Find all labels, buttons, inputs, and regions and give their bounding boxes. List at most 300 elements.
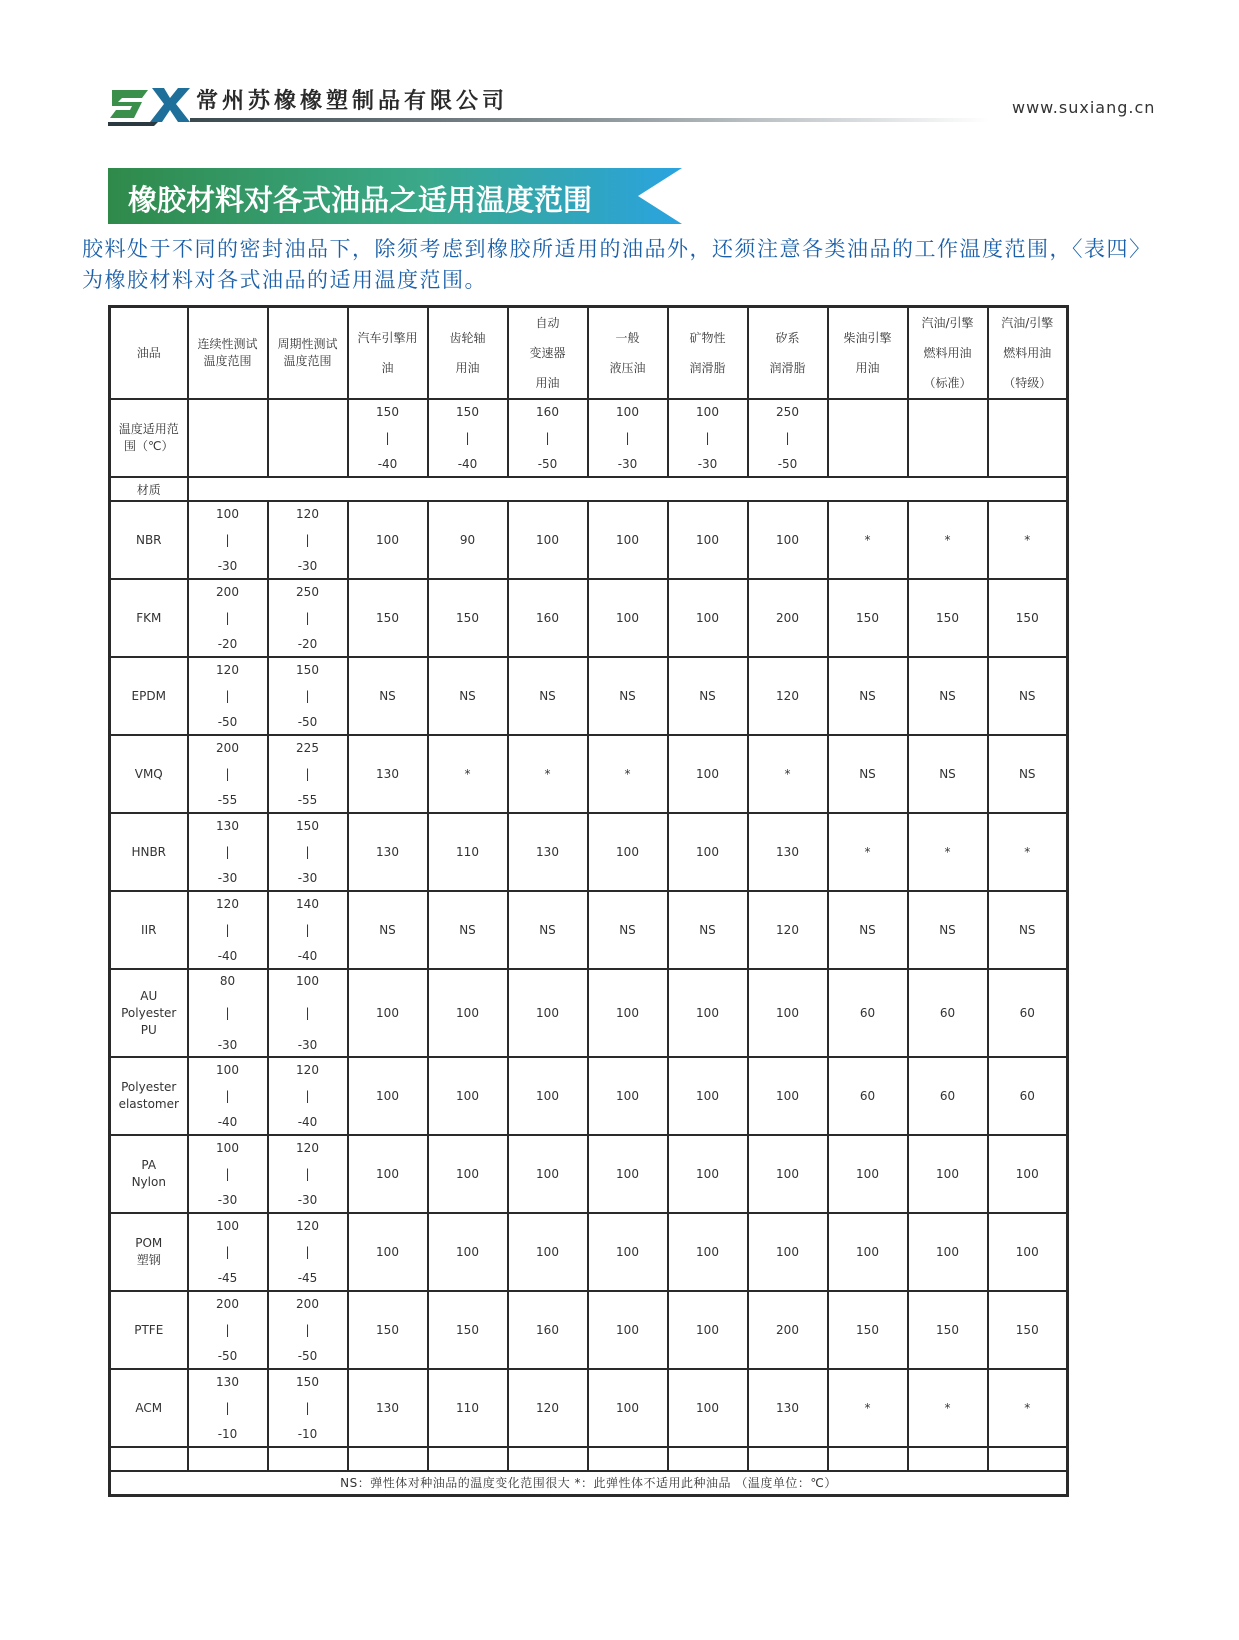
temperature-value: 100 (908, 1135, 988, 1213)
temperature-value: * (428, 735, 508, 813)
periodic-range (268, 813, 348, 891)
range-separator: | (225, 767, 230, 781)
material-name (110, 501, 188, 579)
header-periodic-line: 周期性测试 (277, 337, 338, 351)
header-oil-type-line: 一般 (615, 331, 640, 345)
header-oil-type-line: 矽系 (775, 331, 800, 345)
empty-cell (668, 1447, 748, 1471)
range-separator: | (225, 1245, 230, 1259)
range-high: 100 (616, 405, 639, 419)
range-high: 225 (296, 741, 319, 755)
header-oil-type (428, 307, 508, 400)
header-oil-type-line: 齿轮轴 (449, 331, 486, 345)
temperature-value: 100 (668, 501, 748, 579)
material-label-row (110, 477, 1068, 501)
empty-cell (988, 1447, 1068, 1471)
material-name (110, 813, 188, 891)
temperature-value: 100 (428, 1135, 508, 1213)
range-low: -40 (377, 457, 398, 471)
table-body (110, 399, 1068, 1495)
header-periodic (268, 307, 348, 400)
material-name-line: FKM (136, 610, 162, 625)
range-low: -55 (297, 793, 318, 807)
range-separator: | (305, 1245, 310, 1259)
temperature-value: 120 (508, 1369, 588, 1447)
range-high: 150 (376, 405, 399, 419)
table-row (110, 735, 1068, 813)
range-low: -30 (217, 1193, 238, 1207)
temperature-value: 100 (588, 1369, 668, 1447)
material-name-line: Polyester (121, 1080, 177, 1094)
header-oil-type (348, 307, 428, 400)
range-separator: | (305, 689, 310, 703)
temperature-value: 130 (348, 735, 428, 813)
range-high: 130 (216, 819, 239, 833)
range-high: 150 (296, 1375, 319, 1389)
range-low: -45 (217, 1271, 238, 1285)
temperature-value: * (988, 501, 1068, 579)
temperature-value: 100 (588, 1057, 668, 1135)
range-low: -50 (217, 1349, 238, 1363)
material-name-line: Nylon (131, 1175, 166, 1189)
temperature-value: 60 (988, 969, 1068, 1057)
temperature-value: 120 (748, 891, 828, 969)
range-low: -50 (217, 715, 238, 729)
range-label (110, 399, 188, 477)
periodic-range (268, 501, 348, 579)
header-oil-type-line: 汽油/引擎 (921, 316, 974, 330)
temperature-value: NS (428, 891, 508, 969)
temperature-value: 150 (908, 1291, 988, 1369)
material-name (110, 969, 188, 1057)
temperature-value: NS (508, 891, 588, 969)
temperature-value: 150 (988, 579, 1068, 657)
periodic-range (268, 1213, 348, 1291)
header-continuous (188, 307, 268, 400)
range-low: -30 (297, 871, 318, 885)
header-oil-type-line: 燃料用油 (923, 346, 972, 360)
material-name (110, 891, 188, 969)
range-label-line: 围（℃） (124, 439, 174, 453)
temperature-value: 100 (348, 1213, 428, 1291)
table-row (110, 579, 1068, 657)
header-oil-type-line: 润滑脂 (689, 361, 726, 375)
header-oil-type (588, 307, 668, 400)
oil-range-cell (748, 399, 828, 477)
table-row (110, 1135, 1068, 1213)
range-high: 200 (296, 1297, 319, 1311)
range-separator: | (305, 1323, 310, 1337)
range-high: 100 (216, 1063, 239, 1077)
range-low: -40 (217, 1115, 238, 1129)
temperature-value: * (988, 813, 1068, 891)
range-low: -30 (217, 559, 238, 573)
range-low: -30 (297, 1193, 318, 1207)
table-row (110, 969, 1068, 1057)
range-separator: | (305, 1089, 310, 1103)
range-high: 100 (216, 1219, 239, 1233)
temperature-value: 200 (748, 1291, 828, 1369)
temperature-value: NS (588, 657, 668, 735)
range-separator: | (385, 431, 390, 445)
temperature-value: 130 (348, 813, 428, 891)
empty-cell (188, 399, 268, 477)
range-separator: | (225, 1089, 230, 1103)
temperature-value: * (908, 501, 988, 579)
company-name: 常州苏橡橡塑制品有限公司 (196, 88, 509, 114)
table-row (110, 501, 1068, 579)
temperature-value: 100 (588, 1213, 668, 1291)
temperature-value: 150 (988, 1291, 1068, 1369)
range-high: 120 (296, 1063, 319, 1077)
empty-cell (908, 1447, 988, 1471)
periodic-range (268, 1369, 348, 1447)
empty-cell (828, 1447, 908, 1471)
temperature-value: 100 (588, 501, 668, 579)
range-low: -30 (217, 1038, 238, 1052)
temperature-value: 150 (428, 579, 508, 657)
temperature-value: 100 (428, 1057, 508, 1135)
header-oil-type-line: 矿物性 (689, 331, 726, 345)
temperature-value: 100 (348, 969, 428, 1057)
section-banner (108, 168, 682, 224)
temperature-value: 110 (428, 1369, 508, 1447)
oil-range-cell (348, 399, 428, 477)
empty-cell (988, 399, 1068, 477)
banner-title: 橡胶材料对各式油品之适用温度范围 (128, 183, 593, 217)
periodic-range (268, 891, 348, 969)
range-low: -50 (777, 457, 798, 471)
temperature-value: 60 (908, 969, 988, 1057)
header-row (110, 307, 1068, 400)
temperature-value: 200 (748, 579, 828, 657)
temperature-value: 100 (748, 969, 828, 1057)
continuous-range (188, 579, 268, 657)
temperature-value: 60 (828, 1057, 908, 1135)
temperature-value: 100 (668, 1291, 748, 1369)
oil-range-cell (428, 399, 508, 477)
temperature-value: NS (988, 735, 1068, 813)
range-separator: | (225, 611, 230, 625)
temperature-value: 100 (588, 1135, 668, 1213)
range-separator: | (305, 767, 310, 781)
header-oil-type (828, 307, 908, 400)
temperature-value: 100 (748, 501, 828, 579)
temperature-value: * (828, 1369, 908, 1447)
continuous-range (188, 1369, 268, 1447)
temperature-value: 100 (668, 813, 748, 891)
website-url[interactable]: www.suxiang.cn (1012, 98, 1156, 117)
range-high: 150 (456, 405, 479, 419)
range-separator: | (305, 533, 310, 547)
range-high: 100 (216, 507, 239, 521)
empty-cell (188, 477, 1068, 501)
range-low: -40 (297, 949, 318, 963)
material-name (110, 1369, 188, 1447)
range-separator: | (545, 431, 550, 445)
periodic-range (268, 735, 348, 813)
temperature-value: * (828, 813, 908, 891)
range-low: -30 (697, 457, 718, 471)
temperature-value: 100 (508, 501, 588, 579)
periodic-range (268, 579, 348, 657)
temperature-value: NS (908, 657, 988, 735)
table-row (110, 657, 1068, 735)
oil-range-cell (508, 399, 588, 477)
header-oil-type-line: 变速器 (529, 346, 566, 360)
material-name (110, 735, 188, 813)
range-separator: | (465, 431, 470, 445)
header-oil-type-line: 自动 (535, 316, 560, 330)
temperature-value: 100 (828, 1135, 908, 1213)
header-oil-type (668, 307, 748, 400)
temperature-value: 130 (748, 813, 828, 891)
range-low: -30 (297, 559, 318, 573)
temperature-value: 60 (828, 969, 908, 1057)
temperature-value: 100 (588, 1291, 668, 1369)
range-low: -40 (297, 1115, 318, 1129)
periodic-range (268, 1057, 348, 1135)
range-separator: | (225, 1401, 230, 1415)
range-low: -45 (297, 1271, 318, 1285)
temperature-value: NS (588, 891, 668, 969)
range-low: -20 (217, 637, 238, 651)
material-name (110, 1057, 188, 1135)
range-low: -30 (297, 1038, 318, 1052)
range-low: -20 (297, 637, 318, 651)
material-name-line: PU (140, 1022, 157, 1037)
range-high: 120 (296, 1219, 319, 1233)
temperature-value: 100 (748, 1057, 828, 1135)
empty-cell (188, 1447, 268, 1471)
material-name-line: IIR (141, 922, 157, 937)
continuous-range (188, 1213, 268, 1291)
range-high: 100 (296, 974, 319, 988)
empty-cell (908, 399, 988, 477)
range-separator: | (305, 1401, 310, 1415)
continuous-range (188, 657, 268, 735)
temperature-value: 100 (908, 1213, 988, 1291)
temperature-value: 130 (508, 813, 588, 891)
material-name-line: PA (141, 1158, 157, 1172)
temperature-value: 150 (428, 1291, 508, 1369)
temperature-value: * (988, 1369, 1068, 1447)
temperature-value: 60 (908, 1057, 988, 1135)
temperature-value: 100 (668, 1213, 748, 1291)
table-note: NS：弹性体对种油品的温度变化范围很大 *：此弹性体不适用此种油品 （温度单位：℃） (110, 1471, 1068, 1495)
temperature-value: 100 (668, 735, 748, 813)
empty-cell (110, 1447, 188, 1471)
header-oil-type-line: （特级） (1003, 376, 1052, 390)
table-row (110, 813, 1068, 891)
range-low: -50 (537, 457, 558, 471)
range-low: -10 (217, 1427, 238, 1441)
material-name (110, 1291, 188, 1369)
temperature-value: 130 (348, 1369, 428, 1447)
temperature-value: 100 (428, 1213, 508, 1291)
header-oil-type-line: （标准） (923, 376, 972, 390)
header-divider (190, 118, 990, 122)
header-oil-type-line: 汽油/引擎 (1001, 316, 1054, 330)
header-continuous-line: 连续性测试 (197, 337, 258, 351)
temperature-value: NS (828, 735, 908, 813)
range-label-line: 温度适用范 (118, 422, 179, 436)
temperature-value: 100 (748, 1213, 828, 1291)
temperature-value: 160 (508, 1291, 588, 1369)
temperature-value: * (508, 735, 588, 813)
header-oil-type-line: 燃料用油 (1003, 346, 1052, 360)
empty-cell (508, 1447, 588, 1471)
temperature-value: 100 (668, 969, 748, 1057)
table-row (110, 1369, 1068, 1447)
oil-range-cell (588, 399, 668, 477)
range-low: -30 (217, 871, 238, 885)
temperature-value: 100 (988, 1213, 1068, 1291)
range-separator: | (625, 431, 630, 445)
periodic-range (268, 969, 348, 1057)
empty-row (110, 1447, 1068, 1471)
temperature-value: 100 (668, 1057, 748, 1135)
range-separator: | (225, 923, 230, 937)
range-high: 200 (216, 585, 239, 599)
temperature-value: NS (828, 891, 908, 969)
temperature-value: 100 (508, 1135, 588, 1213)
range-low: -50 (297, 1349, 318, 1363)
range-high: 120 (216, 663, 239, 677)
range-high: 120 (296, 1141, 319, 1155)
temperature-value: 100 (348, 1057, 428, 1135)
range-separator: | (305, 1167, 310, 1181)
range-high: 250 (296, 585, 319, 599)
periodic-range (268, 1135, 348, 1213)
header-oil-type (508, 307, 588, 400)
range-low: -40 (217, 949, 238, 963)
range-high: 100 (216, 1141, 239, 1155)
material-name-line: AU (140, 988, 158, 1003)
continuous-range (188, 501, 268, 579)
header-continuous-line: 温度范围 (203, 354, 252, 368)
range-low: -40 (457, 457, 478, 471)
range-separator: | (305, 611, 310, 625)
range-high: 80 (219, 974, 236, 988)
temperature-value: NS (348, 891, 428, 969)
header-oil-type-line: 油 (381, 361, 394, 375)
range-low: -50 (297, 715, 318, 729)
temperature-value: NS (828, 657, 908, 735)
range-high: 140 (296, 897, 319, 911)
temperature-value: 100 (828, 1213, 908, 1291)
range-separator: | (225, 1167, 230, 1181)
range-high: 130 (216, 1375, 239, 1389)
temperature-value: 150 (828, 579, 908, 657)
header-oil-type (908, 307, 988, 400)
material-name-line: elastomer (118, 1097, 179, 1111)
header-oil-type-line: 用油 (855, 361, 880, 375)
temperature-value: 100 (668, 1369, 748, 1447)
header-oil-line: 油品 (136, 345, 161, 360)
table-row (110, 1213, 1068, 1291)
temperature-value: 150 (828, 1291, 908, 1369)
range-separator: | (305, 1006, 310, 1020)
header-oil-type-line: 柴油引擎 (843, 331, 892, 345)
range-low: -30 (617, 457, 638, 471)
temperature-value: NS (348, 657, 428, 735)
continuous-range (188, 891, 268, 969)
header-oil-type (748, 307, 828, 400)
temperature-value: * (908, 813, 988, 891)
temperature-value: 100 (588, 579, 668, 657)
range-separator: | (785, 431, 790, 445)
oil-range-row (110, 399, 1068, 477)
header-periodic-line: 温度范围 (283, 354, 332, 368)
material-name-line: VMQ (134, 766, 163, 781)
range-separator: | (225, 845, 230, 859)
oil-temperature-table-wrap (108, 305, 1069, 1497)
header-oil (110, 307, 188, 400)
temperature-value: * (748, 735, 828, 813)
temperature-value: * (908, 1369, 988, 1447)
header-oil-type-line: 润滑脂 (769, 361, 806, 375)
range-separator: | (705, 431, 710, 445)
periodic-range (268, 657, 348, 735)
temperature-value: 100 (348, 501, 428, 579)
temperature-value: NS (668, 657, 748, 735)
material-name-line: EPDM (131, 688, 166, 703)
temperature-value: 130 (748, 1369, 828, 1447)
material-name (110, 1213, 188, 1291)
header-oil-type-line: 汽车引擎用 (357, 331, 418, 345)
table-row (110, 1291, 1068, 1369)
empty-cell (348, 1447, 428, 1471)
material-name-line: 塑钢 (136, 1253, 161, 1267)
temperature-value: 100 (508, 1213, 588, 1291)
continuous-range (188, 969, 268, 1057)
temperature-value: * (588, 735, 668, 813)
note-row (110, 1471, 1068, 1495)
temperature-value: 100 (668, 579, 748, 657)
intro-paragraph: 胶料处于不同的密封油品下，除须考虑到橡胶所适用的油品外，还须注意各类油品的工作温度范围，〈表四〉为橡胶材料对各式油品的适用温度范围。 (82, 237, 1152, 292)
material-name (110, 579, 188, 657)
empty-cell (588, 1447, 668, 1471)
material-name (110, 657, 188, 735)
range-separator: | (305, 923, 310, 937)
material-name-line: PTFE (134, 1322, 164, 1337)
empty-cell (748, 1447, 828, 1471)
table-row (110, 1057, 1068, 1135)
temperature-value: * (828, 501, 908, 579)
material-name-line: POM (135, 1236, 163, 1250)
periodic-range (268, 1291, 348, 1369)
material-name (110, 1135, 188, 1213)
range-low: -55 (217, 793, 238, 807)
range-high: 200 (216, 741, 239, 755)
temperature-value: NS (908, 735, 988, 813)
oil-range-cell (668, 399, 748, 477)
temperature-value: 100 (988, 1135, 1068, 1213)
continuous-range (188, 1135, 268, 1213)
material-name-line: NBR (135, 532, 162, 547)
range-high: 100 (696, 405, 719, 419)
temperature-value: 100 (668, 1135, 748, 1213)
empty-cell (268, 1447, 348, 1471)
material-name-line: HNBR (131, 844, 167, 859)
header-oil-type-line: 液压油 (609, 361, 646, 375)
company-logo (108, 84, 190, 126)
temperature-value: 60 (988, 1057, 1068, 1135)
temperature-value: 110 (428, 813, 508, 891)
empty-cell (268, 399, 348, 477)
temperature-value: 100 (748, 1135, 828, 1213)
